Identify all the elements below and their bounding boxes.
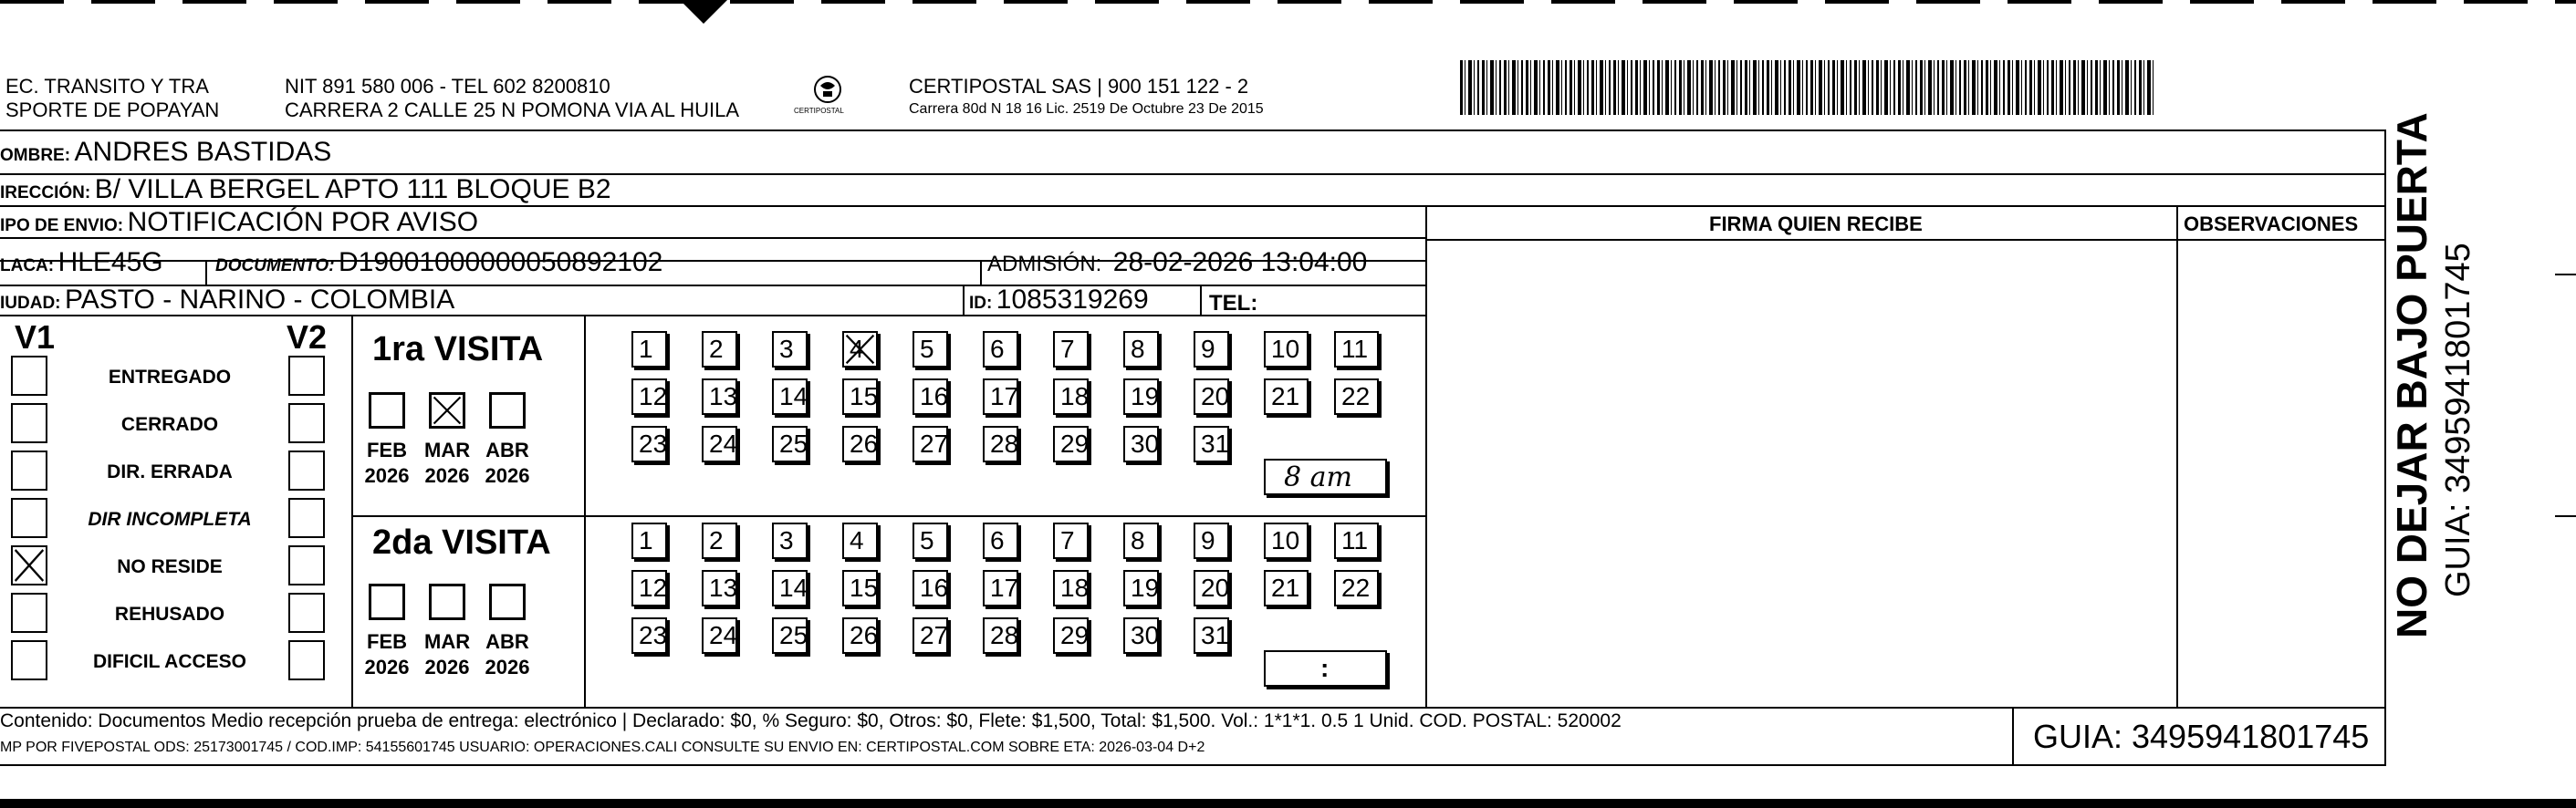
day-box[interactable]: 10 <box>1264 523 1309 559</box>
day-box[interactable]: 23 <box>631 617 667 654</box>
motivo-label: NO RESIDE <box>117 556 223 577</box>
day-box[interactable]: 28 <box>983 426 1018 462</box>
day-box[interactable]: 24 <box>702 426 737 462</box>
day-box[interactable]: 20 <box>1194 378 1229 415</box>
row-line <box>0 237 1425 239</box>
documento-value: D19001000000050892102 <box>339 247 663 277</box>
day-box[interactable]: 2 <box>702 331 737 368</box>
no-dejar-warning: NO DEJAR BAJO PUERTA <box>2388 112 2435 638</box>
day-box[interactable]: 30 <box>1123 426 1159 462</box>
day-box[interactable]: 13 <box>702 378 737 415</box>
ciudad-row <box>0 286 454 314</box>
second-visit-time-value: : <box>1320 654 1330 682</box>
day-box[interactable]: 5 <box>913 523 948 559</box>
day-box[interactable]: 25 <box>772 426 808 462</box>
side-guia: GUIA: 3495941801745 <box>2439 243 2477 597</box>
day-box[interactable]: 7 <box>1053 331 1089 368</box>
day-box[interactable]: 19 <box>1123 378 1159 415</box>
day-box[interactable]: 26 <box>842 426 878 462</box>
day-box[interactable]: 8 <box>1123 331 1159 368</box>
day-box[interactable]: 22 <box>1334 378 1379 415</box>
v2-checkbox[interactable] <box>288 640 325 680</box>
guia-box: GUIA: 3495941801745 <box>2033 718 2370 755</box>
month-name: FEB <box>367 630 407 653</box>
month-label <box>364 629 410 679</box>
day-box[interactable]: 12 <box>631 378 667 415</box>
day-box[interactable]: 1 <box>631 523 667 559</box>
col-line <box>1425 205 1427 707</box>
month-year: 2026 <box>424 655 470 679</box>
day-box[interactable]: 19 <box>1123 570 1159 606</box>
col-line <box>584 315 586 707</box>
month-name: MAR <box>424 439 471 461</box>
v1-checkbox[interactable] <box>11 498 47 538</box>
v2-checkbox[interactable] <box>288 545 325 585</box>
month-checkbox[interactable] <box>369 584 405 620</box>
day-box[interactable]: 3 <box>772 523 808 559</box>
month-label <box>485 629 530 679</box>
day-box[interactable]: 3 <box>772 331 808 368</box>
day-box[interactable]: 31 <box>1194 426 1229 462</box>
month-year: 2026 <box>364 655 410 679</box>
second-visit-time-box[interactable] <box>1264 650 1387 687</box>
row-line <box>1425 239 2386 241</box>
placa-label: LACA: <box>0 256 55 275</box>
address-line: CARRERA 2 CALLE 25 N POMONA VIA AL HUILA <box>285 98 740 121</box>
day-check-mark <box>844 333 876 366</box>
month-checkbox[interactable] <box>489 392 526 429</box>
first-visit-title: 1ra VISITA <box>372 330 544 368</box>
id-label: ID: <box>969 294 993 313</box>
day-box[interactable]: 18 <box>1053 570 1089 606</box>
nombre-label: OMBRE: <box>0 146 71 165</box>
month-label <box>485 438 530 488</box>
v2-checkbox[interactable] <box>288 451 325 491</box>
month-year: 2026 <box>364 463 410 487</box>
x-mark-icon <box>844 333 876 366</box>
x-mark-icon <box>432 395 463 426</box>
ciudad-value: PASTO - NARINO - COLOMBIA <box>64 285 455 315</box>
v2-checkbox[interactable] <box>288 403 325 443</box>
day-box[interactable]: 6 <box>983 331 1018 368</box>
day-box[interactable]: 4 <box>842 331 878 368</box>
col-line <box>2176 205 2178 707</box>
day-box[interactable]: 14 <box>772 378 808 415</box>
second-visit-title: 2da VISITA <box>372 523 551 562</box>
firma-header: FIRMA QUIEN RECIBE <box>1709 212 1923 235</box>
company-line: CERTIPOSTAL SAS | 900 151 122 - 2 <box>909 75 1249 98</box>
col-line <box>1200 285 1202 315</box>
month-label <box>364 438 410 488</box>
day-box[interactable]: 21 <box>1264 378 1309 415</box>
day-box[interactable]: 16 <box>913 570 948 606</box>
day-box[interactable]: 1 <box>631 331 667 368</box>
v2-checkbox[interactable] <box>288 593 325 633</box>
month-name: ABR <box>485 439 529 461</box>
id-value: 1085319269 <box>996 285 1149 315</box>
id-row <box>969 286 1149 314</box>
day-box[interactable]: 7 <box>1053 523 1089 559</box>
month-name: MAR <box>424 630 471 653</box>
day-box[interactable]: 20 <box>1194 570 1229 606</box>
col-line <box>205 260 207 285</box>
v2-checkbox[interactable] <box>288 498 325 538</box>
nombre-row <box>0 139 331 166</box>
tel-label: TEL: <box>1209 291 1258 316</box>
day-box[interactable]: 12 <box>631 570 667 606</box>
month-year: 2026 <box>485 463 530 487</box>
day-box[interactable]: 31 <box>1194 617 1229 654</box>
day-box[interactable]: 8 <box>1123 523 1159 559</box>
admision-value: 28-02-2026 13:04:00 <box>1112 247 1368 277</box>
col-line <box>963 285 965 315</box>
day-box[interactable]: 9 <box>1194 331 1229 368</box>
x-mark-icon <box>13 547 46 584</box>
month-checkbox[interactable] <box>429 584 465 620</box>
col-line <box>2012 707 2014 766</box>
day-box[interactable]: 16 <box>913 378 948 415</box>
v1-checkbox[interactable] <box>11 356 47 396</box>
motivo-label: DIR INCOMPLETA <box>88 509 252 530</box>
observaciones-header: OBSERVACIONES <box>2184 212 2359 235</box>
day-box[interactable]: 30 <box>1123 617 1159 654</box>
month-label <box>424 629 470 679</box>
bottom-edge <box>0 799 2576 808</box>
direccion-row <box>0 176 611 203</box>
direccion-value: B/ VILLA BERGEL APTO 111 BLOQUE B2 <box>94 174 611 204</box>
day-box[interactable]: 11 <box>1334 331 1379 368</box>
edge-mark <box>2555 515 2576 517</box>
contenido-line: Contenido: Documentos Medio recepción prueba de entrega: electrónico | Declarado: $0, % Seguro: $0, Otros: $0, Flete: $1,500, Total: $1,500. Vol.: 1*1*1. 0.5 1 Unid. COD. POSTAL: 520002 <box>0 710 1622 731</box>
footer-line <box>0 707 2386 709</box>
sender-line-2: SPORTE DE POPAYAN <box>5 98 220 121</box>
company-address: Carrera 80d N 18 16 Lic. 2519 De Octubre 23 De 2015 <box>909 101 1264 117</box>
certipostal-logo <box>787 73 869 119</box>
tipo-row <box>0 209 478 236</box>
v1-checkbox[interactable] <box>11 593 47 633</box>
day-box[interactable]: 2 <box>702 523 737 559</box>
v1-checkbox[interactable] <box>11 451 47 491</box>
v1-checkbox[interactable] <box>11 545 47 585</box>
nombre-value: ANDRES BASTIDAS <box>74 137 332 167</box>
placa-value: HLE45G <box>57 247 163 277</box>
documento-label: DOCUMENTO: <box>215 256 335 275</box>
day-box[interactable]: 5 <box>913 331 948 368</box>
day-box[interactable]: 17 <box>983 570 1018 606</box>
day-box[interactable]: 24 <box>702 617 737 654</box>
day-box[interactable]: 27 <box>913 617 948 654</box>
edge-mark <box>2555 274 2576 275</box>
col-line <box>351 315 353 707</box>
month-year: 2026 <box>485 655 530 679</box>
tipo-value: NOTIFICACIÓN POR AVISO <box>127 207 479 237</box>
tipo-label: IPO DE ENVIO: <box>0 216 124 235</box>
placa-row <box>0 249 163 276</box>
day-box[interactable]: 15 <box>842 378 878 415</box>
month-checkbox[interactable] <box>489 584 526 620</box>
nit-line: NIT 891 580 006 - TEL 602 8200810 <box>285 75 610 98</box>
v2-checkbox[interactable] <box>288 356 325 396</box>
day-box[interactable]: 9 <box>1194 523 1229 559</box>
admision-row <box>987 249 1367 276</box>
day-box[interactable]: 22 <box>1334 570 1379 606</box>
col-line <box>980 260 982 285</box>
imp-line: MP POR FIVEPOSTAL ODS: 25173001745 / COD.IMP: 54155601745 USUARIO: OPERACIONES.CALI CONSULTE SU ENVIO EN: CERTIPOSTAL.COM SOBRE ETA: 2026-03-04 D+2 <box>0 740 1205 755</box>
day-box[interactable]: 15 <box>842 570 878 606</box>
day-box[interactable]: 10 <box>1264 331 1309 368</box>
day-box[interactable]: 29 <box>1053 617 1089 654</box>
day-box[interactable]: 25 <box>772 617 808 654</box>
logo-text: CERTIPOSTAL <box>794 107 844 115</box>
day-box[interactable]: 11 <box>1334 523 1379 559</box>
motivo-label: REHUSADO <box>114 604 225 625</box>
day-box[interactable]: 6 <box>983 523 1018 559</box>
first-visit-time-box[interactable] <box>1264 459 1387 495</box>
motivo-label: CERRADO <box>120 414 219 435</box>
month-label <box>424 438 470 488</box>
day-box[interactable]: 4 <box>842 523 878 559</box>
motivo-label: DIFICIL ACCESO <box>92 651 246 672</box>
v2-label: V2 <box>287 318 328 356</box>
day-box[interactable]: 23 <box>631 426 667 462</box>
row-line <box>351 515 1425 517</box>
day-box[interactable]: 28 <box>983 617 1018 654</box>
ciudad-label: IUDAD: <box>0 294 61 313</box>
v1-checkbox[interactable] <box>11 403 47 443</box>
admision-label: ADMISIÓN: <box>987 252 1102 276</box>
day-box[interactable]: 14 <box>772 570 808 606</box>
month-name: FEB <box>367 439 407 461</box>
v1-label: V1 <box>15 318 56 356</box>
fold-arrow-icon <box>680 0 727 24</box>
motivo-label: ENTREGADO <box>108 367 232 388</box>
month-checkbox[interactable] <box>369 392 405 429</box>
day-box[interactable]: 29 <box>1053 426 1089 462</box>
day-box[interactable]: 17 <box>983 378 1018 415</box>
v1-checkbox[interactable] <box>11 640 47 680</box>
motivo-label: DIR. ERRADA <box>107 461 233 482</box>
day-box[interactable]: 18 <box>1053 378 1089 415</box>
day-box[interactable]: 21 <box>1264 570 1309 606</box>
first-visit-time-written: 8 am <box>1284 461 1352 493</box>
sender-line-1: EC. TRANSITO Y TRA <box>5 75 209 98</box>
month-checkbox[interactable] <box>429 392 465 429</box>
day-box[interactable]: 26 <box>842 617 878 654</box>
day-box[interactable]: 27 <box>913 426 948 462</box>
month-year: 2026 <box>424 463 470 487</box>
barcode <box>1460 60 2154 115</box>
direccion-label: IRECCIÓN: <box>0 183 91 202</box>
top-edge-dashes <box>0 0 2576 4</box>
day-box[interactable]: 13 <box>702 570 737 606</box>
documento-row <box>215 249 662 276</box>
month-name: ABR <box>485 630 529 653</box>
tel-row <box>1209 288 1257 316</box>
